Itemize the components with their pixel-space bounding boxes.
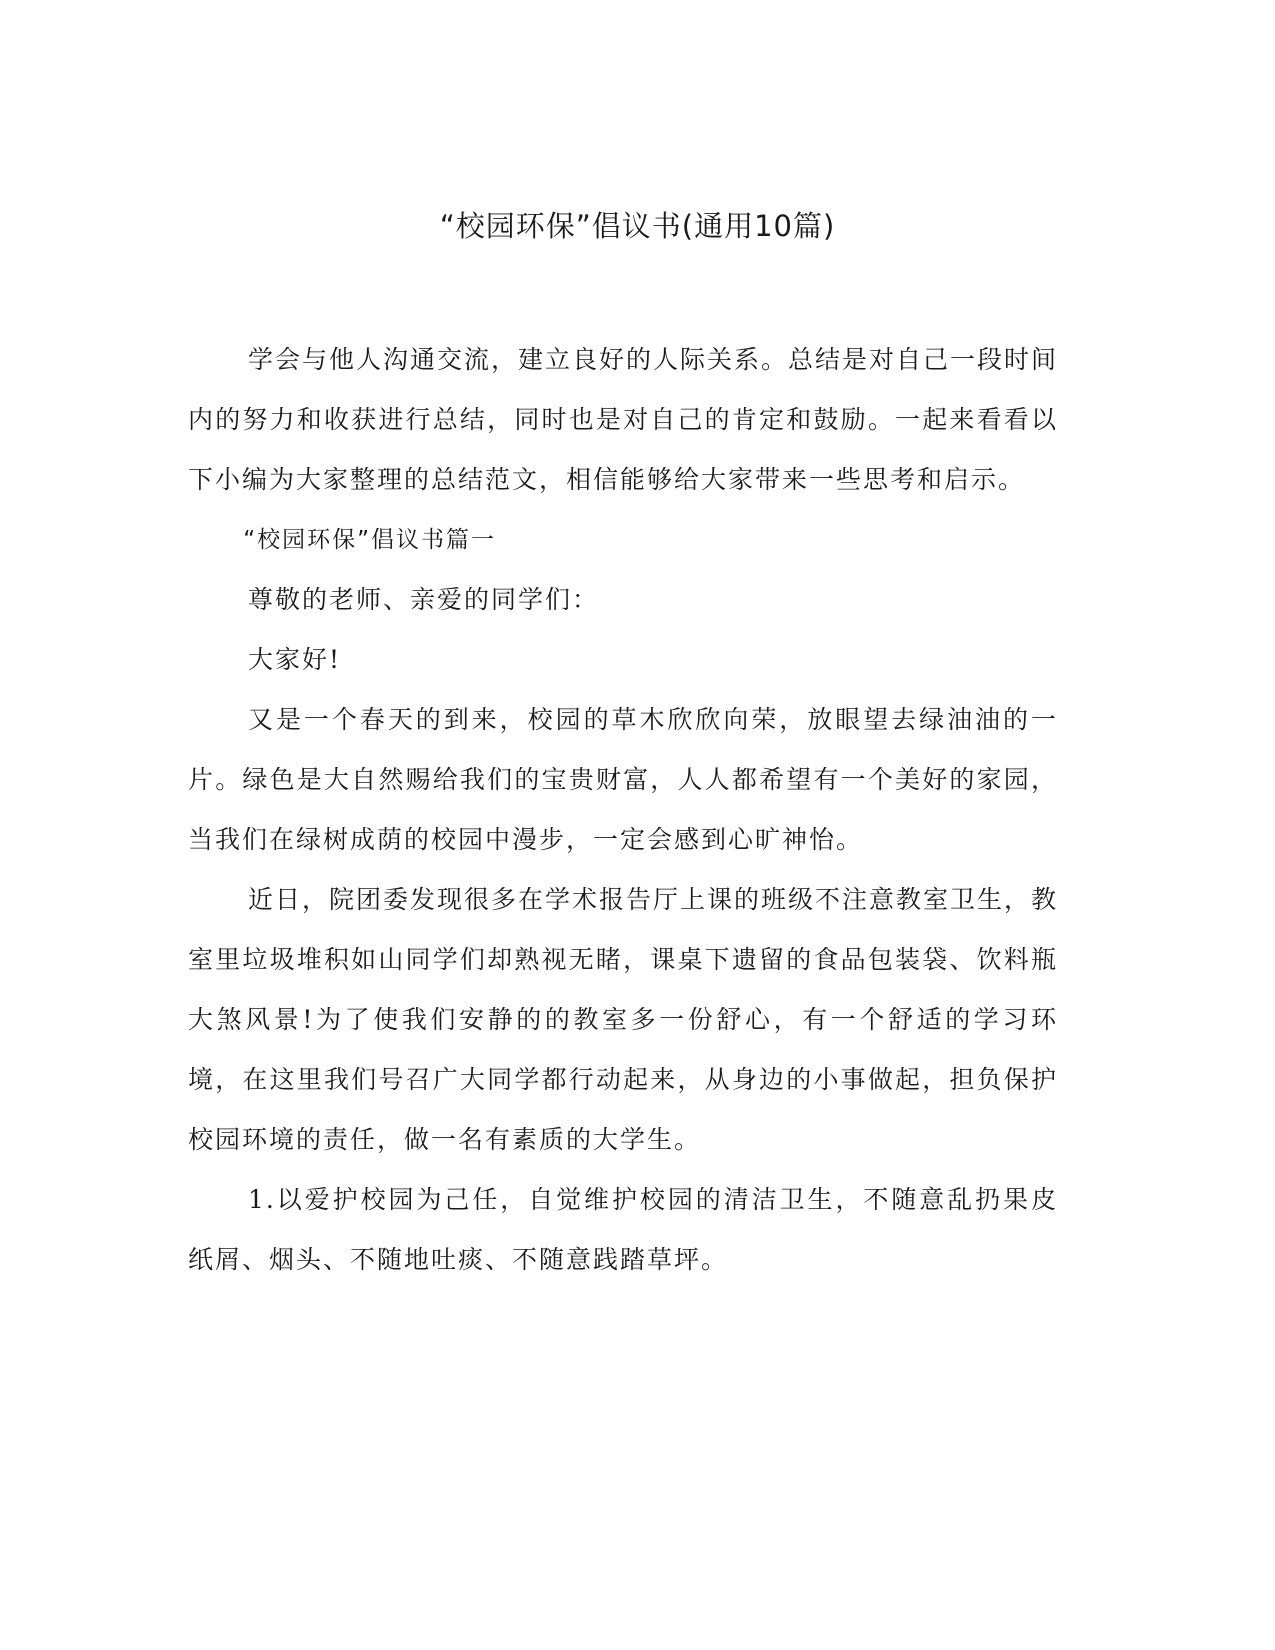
section-heading: “校园环保”倡议书篇一	[243, 527, 497, 553]
greeting: 大家好!	[248, 645, 342, 674]
document-title: “校园环保”倡议书(通用10篇)	[439, 209, 836, 243]
list-item: 1.以爱护校园为己任，自觉维护校园的清洁卫生，不随意乱扔果皮纸屑、烟头、不随地吐痰、不随意践踏草坪。	[188, 1185, 1058, 1274]
body-paragraph: 又是一个春天的到来，校园的草木欣欣向荣，放眼望去绿油油的一片。绿色是大自然赐给我们的宝贵财富，人人都希望有一个美好的家园，当我们在绿树成荫的校园中漫步，一定会感到心旷神怡。	[188, 705, 1058, 854]
document-body	[188, 330, 1058, 1290]
intro-paragraph: 学会与他人沟通交流，建立良好的人际关系。总结是对自己一段时间内的努力和收获进行总结，同时也是对自己的肯定和鼓励。一起来看看以下小编为大家整理的总结范文，相信能够给大家带来一些思考和启示。	[188, 345, 1059, 494]
salutation: 尊敬的老师、亲爱的同学们：	[248, 585, 600, 614]
body-paragraph: 近日，院团委发现很多在学术报告厅上课的班级不注意教室卫生，教室里垃圾堆积如山同学们却熟视无睹，课桌下遗留的食品包装袋、饮料瓶大煞风景!为了使我们安静的的教室多一份舒心，有一个舒适的学习环境，在这里我们号召广大同学都行动起来，从身边的小事做起，担负保护校园环境的责任，做一名有素质的大学生。	[188, 885, 1059, 1154]
